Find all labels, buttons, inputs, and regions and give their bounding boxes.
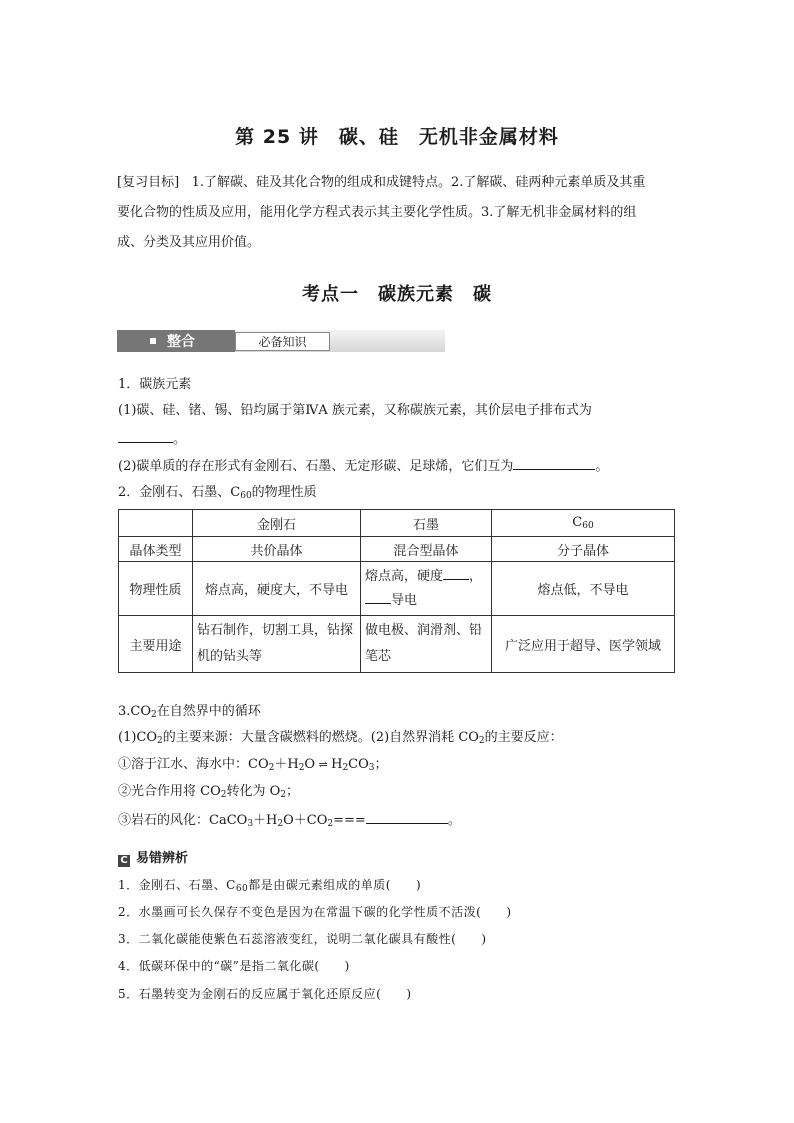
review-line-1: 1.了解碳、硅及其化合物的组成和成键特点。2.了解碳、硅两种元素单质及其重	[191, 175, 646, 190]
section3-line-3: ②光合作用将 $CO_2$转化为 $O_2$；	[118, 784, 300, 800]
list-item: 4．低碳环保中的“碳”是指二氧化碳( )	[118, 959, 350, 973]
table-cell: 晶体类型	[119, 537, 193, 562]
properties-table	[118, 509, 675, 673]
table-cell: 混合型晶体	[361, 537, 492, 562]
section1-heading: 1．碳族元素	[118, 377, 192, 392]
list-item: 1．金刚石、石墨、$C_{60}$都是由碳元素组成的单质( )	[118, 878, 422, 894]
yicuo-heading: C 易错辨析	[118, 847, 188, 867]
section1-para1: (1)碳、硅、锗、锡、铅均属于第ⅣA 族元素，又称碳族元素，其价层电子排布式为	[118, 403, 592, 418]
table-header-row	[119, 510, 675, 537]
table-row	[119, 616, 675, 673]
answer-blank[interactable]	[118, 430, 173, 443]
table-header: $C_{60}$	[492, 510, 675, 537]
section3-line-1: $(1)CO_2$的主要来源：大量含碳燃料的燃烧。(2)自然界消耗 $CO_2$的主要反应：	[118, 730, 563, 746]
section1-para2: (2)碳单质的存在形式有金刚石、石墨、无定形碳、足球烯，它们互为 。	[118, 459, 609, 474]
table-cell: 共价晶体	[193, 537, 361, 562]
table-header: 石墨	[361, 510, 492, 537]
list-item: 2．水墨画可长久保存不变色是因为在常温下碳的化学性质不活泼( )	[118, 905, 512, 919]
section-title: 考点一 碳族元素 碳	[302, 284, 492, 305]
answer-blank[interactable]	[365, 591, 391, 604]
table-cell: 物理性质	[119, 562, 193, 616]
review-line-3: 成、分类及其应用价值。	[117, 235, 261, 250]
section-marker-icon: C	[118, 855, 130, 867]
table-cell: 熔点低，不导电	[492, 562, 675, 616]
table-cell: 熔点高，硬度 ， 导电	[361, 562, 492, 616]
table-cell: 做电极、润滑剂、铅笔芯	[361, 616, 492, 673]
table-cell: 分子晶体	[492, 537, 675, 562]
answer-blank[interactable]	[366, 811, 448, 824]
reversible-arrow-icon: ⇌	[318, 758, 328, 771]
section3-line-4: ③岩石的风化：$CaCO_3+H_2O+CO_2===$ 。	[118, 813, 461, 829]
table-cell: 钻石制作，切割工具，钻探机的钻头等	[193, 616, 361, 673]
answer-blank[interactable]	[443, 567, 469, 580]
table-row	[119, 537, 675, 562]
review-objectives	[117, 168, 677, 258]
table-cell	[119, 510, 193, 537]
review-label: [复习目标]	[117, 175, 180, 190]
list-item: 3．二氧化碳能使紫色石蕊溶液变红，说明二氧化碳具有酸性( )	[118, 932, 487, 946]
section1-para1-cont: 。	[118, 430, 186, 449]
section3-line-2: ①溶于江水、海水中：$CO_2+H_2O$ ⇌ $H_2CO_3$；	[118, 757, 388, 773]
table-cell: 广泛应用于超导、医学领域	[492, 616, 675, 673]
banner-sub-label: 必备知识	[258, 335, 307, 349]
section-banner	[117, 330, 432, 354]
list-item: 5．石墨转变为金刚石的反应属于氧化还原反应( )	[118, 987, 412, 1001]
table-cell: 熔点高，硬度大，不导电	[193, 562, 361, 616]
review-line-2: 要化合物的性质及应用，能用化学方程式表示其主要化学性质。3.了解无机非金属材料的组	[117, 205, 637, 220]
section2-heading: 2．金刚石、石墨、$C_{60}$的物理性质	[118, 485, 317, 501]
square-icon	[150, 338, 156, 344]
banner-main-label: 整合	[167, 334, 195, 350]
answer-blank[interactable]	[513, 457, 595, 470]
section3-heading: $3.CO_2$在自然界中的循环	[118, 704, 261, 720]
table-header: 金刚石	[193, 510, 361, 537]
table-row	[119, 562, 675, 616]
table-cell: 主要用途	[119, 616, 193, 673]
page-title: 第 25 讲 碳、硅 无机非金属材料	[235, 126, 559, 148]
